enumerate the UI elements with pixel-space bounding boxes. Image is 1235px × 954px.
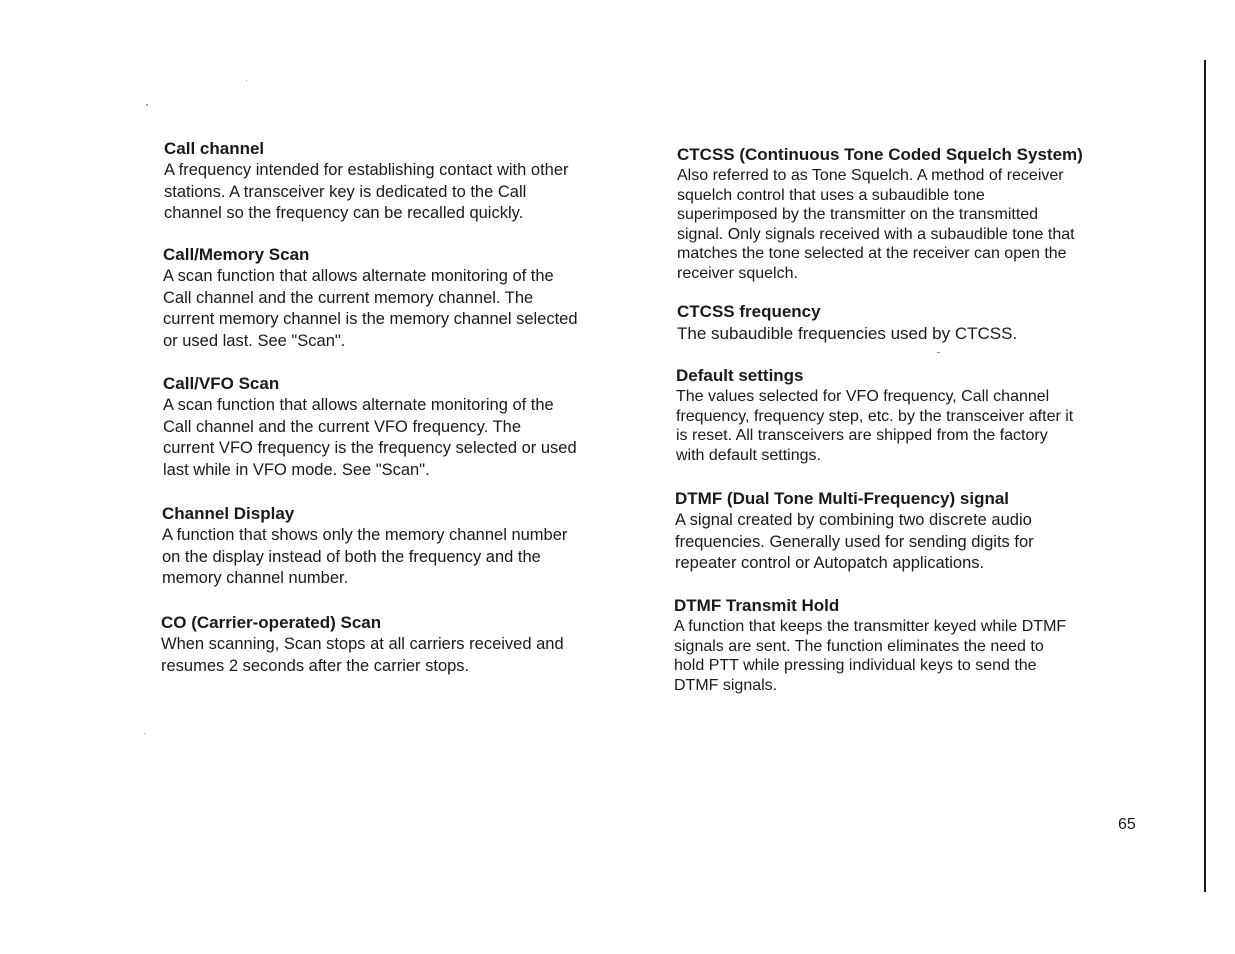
page-number: 65	[1118, 816, 1136, 833]
entry-term: CTCSS (Continuous Tone Coded Squelch System)	[677, 145, 1083, 164]
entry-term: DTMF Transmit Hold	[674, 596, 840, 615]
entry-term: Default settings	[676, 366, 804, 385]
glossary-entry-call-memory-scan	[163, 245, 638, 352]
scan-speck	[246, 80, 247, 81]
entry-definition: A scan function that allows alternate monitoring of the Call channel and the current memory channel. The current memory channel is the memory channel selected or used last. See "Scan".	[163, 267, 578, 350]
entry-term: Call/Memory Scan	[163, 245, 310, 264]
scan-speck	[146, 104, 148, 106]
glossary-entry-channel-display	[162, 504, 637, 590]
entry-definition: A scan function that allows alternate monitoring of the Call channel and the current VFO frequency. The current VFO frequency is the frequency selected or used last while in VFO mode. See "Scan".	[163, 396, 577, 479]
entry-definition: A frequency intended for establishing contact with other stations. A transceiver key is dedicated to the Call channel so the frequency can be recalled quickly.	[164, 161, 569, 222]
glossary-entry-default-settings	[676, 366, 1156, 465]
glossary-entry-ctcss	[677, 145, 1157, 283]
entry-definition: A function that keeps the transmitter keyed while DTMF signals are sent. The function eliminates the need to hold PTT while pressing individual keys to send the DTMF signals.	[674, 618, 1067, 694]
entry-definition: A function that shows only the memory channel number on the display instead of both the frequency and the memory channel number.	[162, 526, 568, 587]
scan-speck	[937, 352, 940, 353]
scan-edge-line	[1204, 60, 1206, 892]
glossary-entry-dtmf-signal	[675, 489, 1155, 575]
scan-speck	[144, 733, 145, 734]
entry-term: CO (Carrier-operated) Scan	[161, 613, 382, 632]
entry-term: Call channel	[164, 139, 265, 158]
glossary-entry-call-vfo-scan	[163, 374, 638, 481]
entry-definition: The subaudible frequencies used by CTCSS.	[677, 324, 1018, 343]
entry-term: Call/VFO Scan	[163, 374, 280, 393]
entry-definition: The values selected for VFO frequency, Call channel frequency, frequency step, etc. by the transceiver after it is reset. All transceivers are shipped from the factory with default settings.	[676, 388, 1074, 464]
entry-definition: A signal created by combining two discrete audio frequencies. Generally used for sending digits for repeater control or Autopatch applications.	[675, 511, 1034, 572]
glossary-entry-co-scan	[161, 613, 636, 677]
glossary-entry-dtmf-transmit-hold	[674, 596, 1154, 695]
entry-term: CTCSS frequency	[677, 302, 821, 321]
entry-definition: When scanning, Scan stops at all carriers received and resumes 2 seconds after the carrier stops.	[161, 635, 564, 675]
glossary-entry-ctcss-frequency	[677, 302, 1157, 344]
entry-term: DTMF (Dual Tone Multi-Frequency) signal	[675, 489, 1010, 508]
entry-definition: Also referred to as Tone Squelch. A method of receiver squelch control that uses a subaudible tone superimposed by the transmitter on the transmitted signal. Only signals received with a subaudible tone that matches the tone selected at the receiver can open the receiver squelch.	[677, 167, 1075, 282]
glossary-entry-call-channel	[164, 139, 634, 225]
entry-term: Channel Display	[162, 504, 295, 523]
